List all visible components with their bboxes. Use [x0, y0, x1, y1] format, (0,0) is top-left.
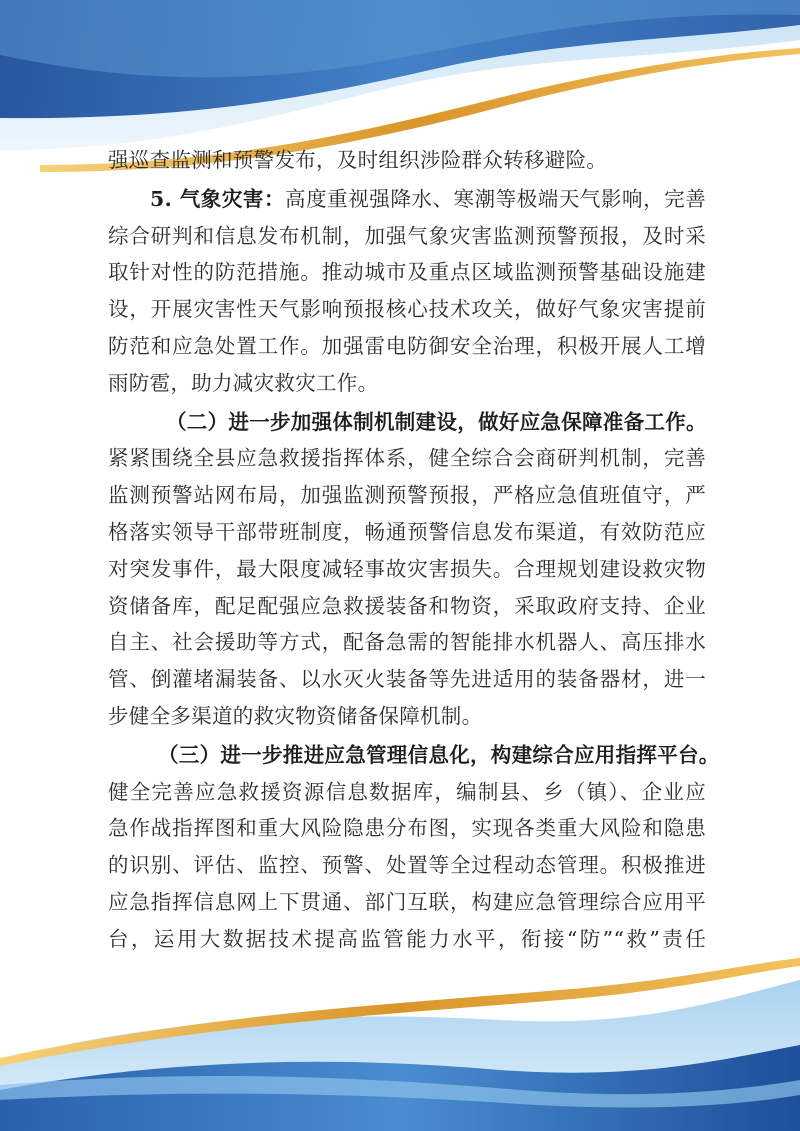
- text-line: 强巡查监测和预警发布，及时组织涉险群众转移避险。: [108, 148, 608, 172]
- text-line: 设，开展灾害性天气影响预报核心技术攻关，做好气象灾害提前: [108, 297, 706, 322]
- section-heading-5: 5. 气象灾害：: [150, 186, 286, 211]
- paragraph-section-two: [108, 404, 706, 735]
- text-line: 监测预警站网布局，加强监测预警预报，严格应急值班值守，严: [108, 483, 706, 508]
- text-line: 健全完善应急救援资源信息数据库，编制县、乡（镇）、企业应: [108, 779, 706, 804]
- section-heading-two: （二）进一步加强体制机制建设，做好应急保障准备工作。: [166, 409, 707, 434]
- text-line: 急作战指挥图和重大风险隐患分布图，实现各类重大风险和隐患: [108, 816, 706, 841]
- text-line: 步健全多渠道的救灾物资储备保障机制。: [108, 703, 483, 728]
- text-line: 自主、社会援助等方式，配备急需的智能排水机器人、高压排水: [108, 630, 706, 655]
- text-line: 防范和应急处置工作。加强雷电防御安全治理，积极开展人工增: [108, 333, 706, 358]
- document-body: [108, 142, 720, 960]
- paragraph-continuation: [108, 142, 706, 179]
- text-line: 的识别、评估、监控、预警、处置等全过程动态管理。积极推进: [108, 853, 706, 878]
- text-line: 综合研判和信息发布机制，加强气象灾害监测预警预报，及时采: [108, 223, 706, 248]
- text-line: 格落实领导干部带班制度，畅通预警信息发布渠道，有效防范应: [108, 519, 706, 544]
- text-line: 台，运用大数据技术提高监管能力水平，衔接“防”“救”责任: [108, 926, 706, 951]
- text-line: 管、倒灌堵漏装备、以水灭火装备等先进适用的装备器材，进一: [108, 667, 706, 692]
- text-line: 资储备库，配足配强应急救援装备和物资，采取政府支持、企业: [108, 593, 706, 618]
- paragraph-section-three: [108, 737, 720, 958]
- text-line: 紧紧围绕全县应急救援指挥体系，健全综合会商研判机制，完善: [108, 446, 706, 471]
- text-line: 高度重视强降水、寒潮等极端天气影响，完善: [285, 186, 707, 211]
- text-line: 应急指挥信息网上下贯通、部门互联，构建应急管理综合应用平: [108, 889, 706, 914]
- text-line: 取针对性的防范措施。推动城市及重点区域监测预警基础设施建: [108, 260, 706, 285]
- section-heading-three: （三）进一步推进应急管理信息化，构建综合应用指挥平台。: [158, 742, 720, 767]
- paragraph-meteorological-disasters: [108, 181, 706, 402]
- text-line: 雨防雹，助力减灾救灾工作。: [108, 370, 379, 395]
- text-line: 对突发事件，最大限度减轻事故灾害损失。合理规划建设救灾物: [108, 556, 706, 581]
